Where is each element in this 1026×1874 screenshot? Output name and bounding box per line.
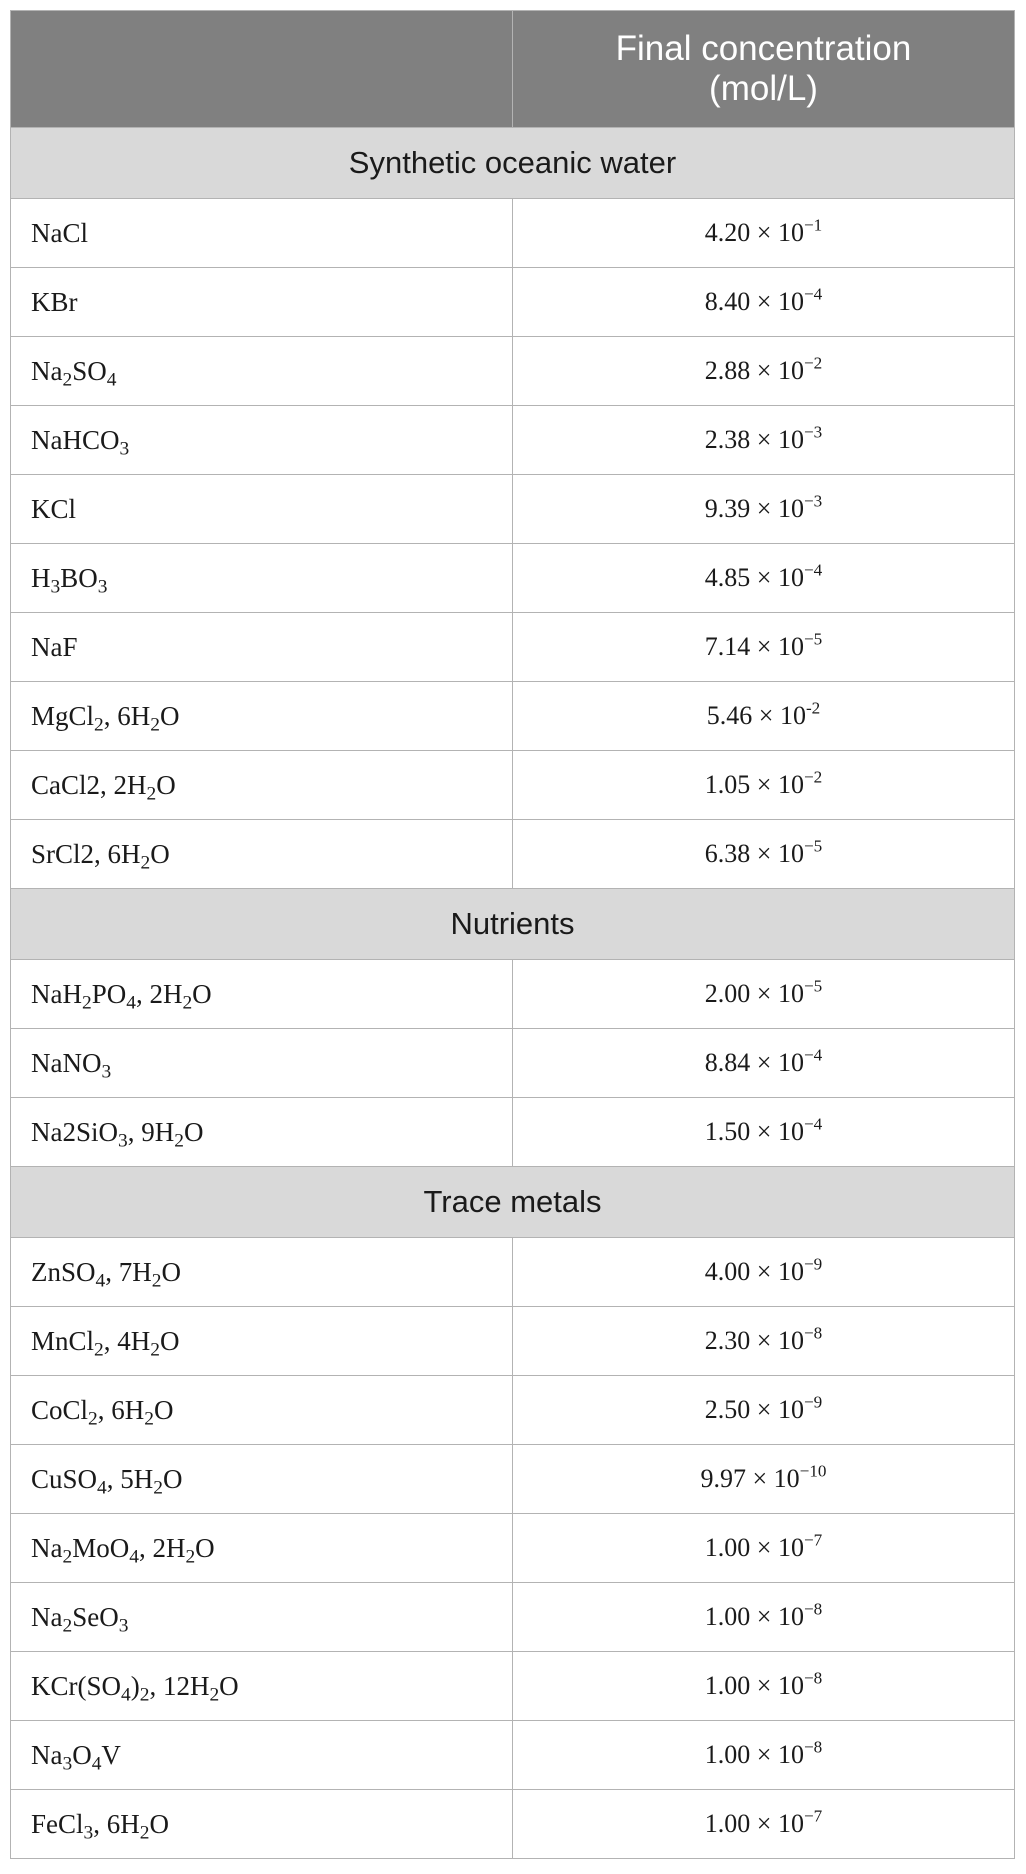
concentration-cell [513,751,1015,820]
formula-text: , 6H [93,1808,140,1839]
compound-cell [11,199,513,268]
compound-cell [11,682,513,751]
section-title: Synthetic oceanic water [11,128,1015,199]
power-base: 10 [777,839,804,868]
formula-text: CaCl2, 2H [31,769,147,800]
concentration-exponent: −5 [803,836,823,856]
concentration-exponent: −3 [803,491,823,511]
formula-subscript: 3 [119,437,130,459]
concentration-exponent: −4 [803,560,823,580]
concentration-mantissa: 1.05 [704,770,751,799]
compound-cell [11,960,513,1029]
compound-cell [11,475,513,544]
compound-cell [11,406,513,475]
times-sign: × [756,839,772,868]
concentration-mantissa: 2.00 [704,979,751,1008]
concentration-exponent: −10 [799,1461,827,1481]
formula-subscript: 3 [50,575,61,597]
power-base: 10 [777,563,804,592]
concentration-cell [513,1376,1015,1445]
concentration-exponent: −8 [803,1668,823,1688]
compound-cell [11,1721,513,1790]
formula-subscript: 3 [118,1614,129,1636]
concentration-mantissa: 2.30 [704,1326,751,1355]
times-sign: × [756,356,772,385]
concentration-cell [513,1721,1015,1790]
formula-text: Na [31,1601,63,1632]
formula-subscript: 2 [81,991,92,1013]
power-base: 10 [777,1257,804,1286]
times-sign: × [756,632,772,661]
power-base: 10 [777,1395,804,1424]
concentration-mantissa: 6.38 [704,839,751,868]
times-sign: × [756,1671,772,1700]
formula-text: , 4H [103,1325,151,1356]
formula-text: , 12H [149,1670,210,1701]
formula-text: KCr(SO [31,1670,122,1701]
formula-text: NaH [31,978,82,1009]
power-base: 10 [777,425,804,454]
formula-text: Na [31,1532,63,1563]
formula-subscript: 3 [83,1821,94,1843]
concentration-cell [513,820,1015,889]
formula-text: O [150,838,170,869]
formula-text: , 6H [103,700,151,731]
formula-subscript: 2 [153,1476,163,1498]
times-sign: × [756,1809,772,1838]
formula-text: SO [72,355,107,386]
table-container [10,10,1014,1859]
formula-subscript: 2 [185,1545,196,1567]
section-header-row [11,1167,1015,1238]
formula-text: ) [130,1670,140,1701]
formula-subscript: 2 [139,1821,150,1843]
table-row [11,1029,1015,1098]
power-base: 10 [777,1326,804,1355]
concentration-mantissa: 9.39 [704,494,751,523]
section-title: Nutrients [11,889,1015,960]
formula-text: O [72,1739,92,1770]
formula-subscript: 2 [209,1683,220,1705]
concentration-cell [513,1790,1015,1859]
formula-text: SeO [72,1601,119,1632]
formula-subscript: 4 [95,1269,106,1291]
table-row [11,1514,1015,1583]
concentration-mantissa: 5.46 [706,701,753,730]
concentration-cell [513,544,1015,613]
formula-subscript: 4 [91,1752,102,1774]
formula-subscript: 4 [126,991,136,1013]
compound-cell [11,1098,513,1167]
formula-text: O [149,1808,169,1839]
table-row [11,1445,1015,1514]
concentration-mantissa: 7.14 [704,632,751,661]
times-sign: × [756,1257,772,1286]
concentration-exponent: −8 [803,1737,823,1757]
concentration-exponent: −7 [803,1530,823,1550]
compound-cell [11,1790,513,1859]
concentration-cell [513,1445,1015,1514]
times-sign: × [756,1533,772,1562]
power-base: 10 [777,218,804,247]
concentration-mantissa: 9.97 [700,1464,746,1493]
times-sign: × [756,494,772,523]
compound-cell [11,1376,513,1445]
times-sign: × [758,701,774,730]
formula-subscript: 2 [174,1129,184,1151]
concentration-cell [513,682,1015,751]
formula-subscript: 2 [62,1545,73,1567]
power-base: 10 [777,1740,804,1769]
concentration-cell [513,1029,1015,1098]
concentration-exponent: -2 [805,698,821,718]
formula-text: V [101,1739,121,1770]
concentration-exponent: −4 [803,1045,823,1065]
power-base: 10 [777,1117,804,1146]
concentration-exponent: −8 [803,1323,823,1343]
concentration-exponent: −5 [803,629,823,649]
power-base: 10 [777,1671,804,1700]
power-base: 10 [773,1464,800,1493]
concentration-mantissa: 1.00 [704,1533,751,1562]
concentration-exponent: −8 [803,1599,823,1619]
times-sign: × [756,425,772,454]
formula-subscript: 4 [129,1545,139,1567]
table-row [11,1098,1015,1167]
formula-text: , 2H [138,1532,186,1563]
concentration-exponent: −7 [803,1806,823,1826]
concentration-mantissa: 1.50 [704,1117,751,1146]
power-base: 10 [777,494,804,523]
concentration-exponent: −3 [803,422,823,442]
compound-cell [11,613,513,682]
compound-cell [11,1652,513,1721]
formula-text: NaNO [31,1047,102,1078]
formula-text: NaF [31,631,78,662]
concentration-cell [513,406,1015,475]
table-row [11,1583,1015,1652]
formula-subscript: 2 [146,782,157,804]
power-base: 10 [777,1809,804,1838]
concentration-table [10,10,1015,1859]
table-row [11,820,1015,889]
formula-subscript: 2 [62,1614,73,1636]
header-row [11,11,1015,128]
formula-text: FeCl [31,1808,84,1839]
formula-subscript: 3 [97,575,108,597]
power-base: 10 [777,632,804,661]
concentration-cell [513,1652,1015,1721]
table-row [11,475,1015,544]
formula-text: , 5H [106,1463,154,1494]
times-sign: × [756,1602,772,1631]
formula-text: O [161,1256,181,1287]
concentration-mantissa: 4.20 [704,218,751,247]
power-base: 10 [777,356,804,385]
formula-text: Na2SiO [31,1116,118,1147]
times-sign: × [756,1326,772,1355]
formula-text: , 7H [105,1256,152,1287]
formula-text: O [219,1670,239,1701]
table-row [11,1238,1015,1307]
concentration-mantissa: 1.00 [704,1809,751,1838]
concentration-mantissa: 8.84 [704,1048,751,1077]
table-row [11,1652,1015,1721]
formula-text: O [153,1394,174,1425]
formula-text: , 2H [135,978,183,1009]
concentration-exponent: −1 [803,215,823,235]
section-header-row [11,889,1015,960]
formula-subscript: 2 [139,1683,150,1705]
concentration-exponent: −2 [803,767,823,787]
compound-cell [11,1307,513,1376]
compound-cell [11,1445,513,1514]
formula-subscript: 2 [182,991,193,1013]
formula-subscript: 4 [97,1476,107,1498]
formula-text: O [156,769,176,800]
formula-text: O [159,700,180,731]
compound-cell [11,751,513,820]
table-row [11,1376,1015,1445]
concentration-cell [513,960,1015,1029]
formula-text: Na [31,1739,63,1770]
times-sign: × [756,563,772,592]
table-row [11,199,1015,268]
power-base: 10 [777,770,804,799]
header-final-concentration: Final concentration (mol/L) [513,11,1015,128]
formula-text: PO [91,978,127,1009]
concentration-mantissa: 4.00 [704,1257,751,1286]
concentration-exponent: −2 [803,353,823,373]
table-body [11,128,1015,1859]
formula-text: O [162,1463,183,1494]
formula-subscript: 2 [88,1407,98,1429]
concentration-exponent: −4 [803,284,823,304]
concentration-cell [513,613,1015,682]
concentration-mantissa: 1.00 [704,1671,751,1700]
formula-text: , 9H [127,1116,175,1147]
table-row [11,1307,1015,1376]
table-row [11,682,1015,751]
power-base: 10 [777,1602,804,1631]
table-row [11,406,1015,475]
times-sign: × [756,979,772,1008]
formula-text: O [183,1116,204,1147]
concentration-cell [513,1514,1015,1583]
table-row [11,1721,1015,1790]
table-row [11,960,1015,1029]
concentration-cell [513,1307,1015,1376]
formula-subscript: 3 [101,1060,112,1082]
power-base: 10 [777,1048,804,1077]
power-base: 10 [777,979,804,1008]
concentration-cell [513,1238,1015,1307]
concentration-mantissa: 2.88 [704,356,751,385]
concentration-cell [513,268,1015,337]
table-row [11,268,1015,337]
compound-cell [11,1514,513,1583]
section-title: Trace metals [11,1167,1015,1238]
formula-subscript: 3 [118,1129,128,1151]
power-base: 10 [777,1533,804,1562]
table-row [11,337,1015,406]
compound-cell [11,268,513,337]
compound-cell [11,1029,513,1098]
concentration-mantissa: 2.50 [704,1395,751,1424]
formula-subscript: 2 [144,1407,154,1429]
formula-text: KCl [31,493,77,524]
times-sign: × [756,1740,772,1769]
table-row [11,544,1015,613]
formula-subscript: 2 [150,1338,160,1360]
formula-subscript: 2 [62,368,73,390]
formula-text: KBr [31,286,78,317]
concentration-exponent: −9 [803,1392,823,1412]
formula-text: MoO [72,1532,130,1563]
formula-subscript: 4 [106,368,117,390]
times-sign: × [752,1464,768,1493]
times-sign: × [756,1395,772,1424]
compound-cell [11,1238,513,1307]
formula-text: NaHCO [31,424,120,455]
times-sign: × [756,770,772,799]
formula-text: NaCl [31,217,88,248]
formula-text: Na [31,355,63,386]
compound-cell [11,820,513,889]
times-sign: × [756,218,772,247]
formula-text: SrCl2, 6H [31,838,141,869]
header-compound-column [11,11,513,128]
table-row [11,751,1015,820]
formula-text: H [31,562,51,593]
formula-text: CoCl [31,1394,89,1425]
section-header-row [11,128,1015,199]
concentration-mantissa: 4.85 [704,563,751,592]
power-base: 10 [779,701,806,730]
concentration-exponent: −4 [803,1114,823,1134]
times-sign: × [756,1117,772,1146]
concentration-cell [513,1098,1015,1167]
formula-subscript: 4 [121,1683,131,1705]
formula-text: CuSO [31,1463,98,1494]
formula-subscript: 2 [94,1338,104,1360]
formula-text: MnCl [31,1325,95,1356]
concentration-cell [513,475,1015,544]
formula-subscript: 3 [62,1752,73,1774]
formula-text: O [195,1532,215,1563]
compound-cell [11,544,513,613]
times-sign: × [756,287,772,316]
concentration-exponent: −9 [803,1254,823,1274]
formula-text: BO [60,562,98,593]
times-sign: × [756,1048,772,1077]
concentration-cell [513,1583,1015,1652]
formula-text: O [192,978,212,1009]
compound-cell [11,1583,513,1652]
formula-text: MgCl [31,700,95,731]
formula-text: O [159,1325,180,1356]
formula-text: , 6H [97,1394,145,1425]
concentration-exponent: −5 [803,976,823,996]
concentration-cell [513,337,1015,406]
concentration-cell [513,199,1015,268]
formula-subscript: 2 [151,1269,162,1291]
concentration-mantissa: 8.40 [704,287,751,316]
formula-subscript: 2 [140,851,151,873]
concentration-mantissa: 2.38 [704,425,751,454]
formula-subscript: 2 [94,713,104,735]
formula-subscript: 2 [150,713,160,735]
table-row [11,613,1015,682]
concentration-mantissa: 1.00 [704,1602,751,1631]
compound-cell [11,337,513,406]
formula-text: ZnSO [31,1256,96,1287]
power-base: 10 [777,287,804,316]
concentration-mantissa: 1.00 [704,1740,751,1769]
table-row [11,1790,1015,1859]
